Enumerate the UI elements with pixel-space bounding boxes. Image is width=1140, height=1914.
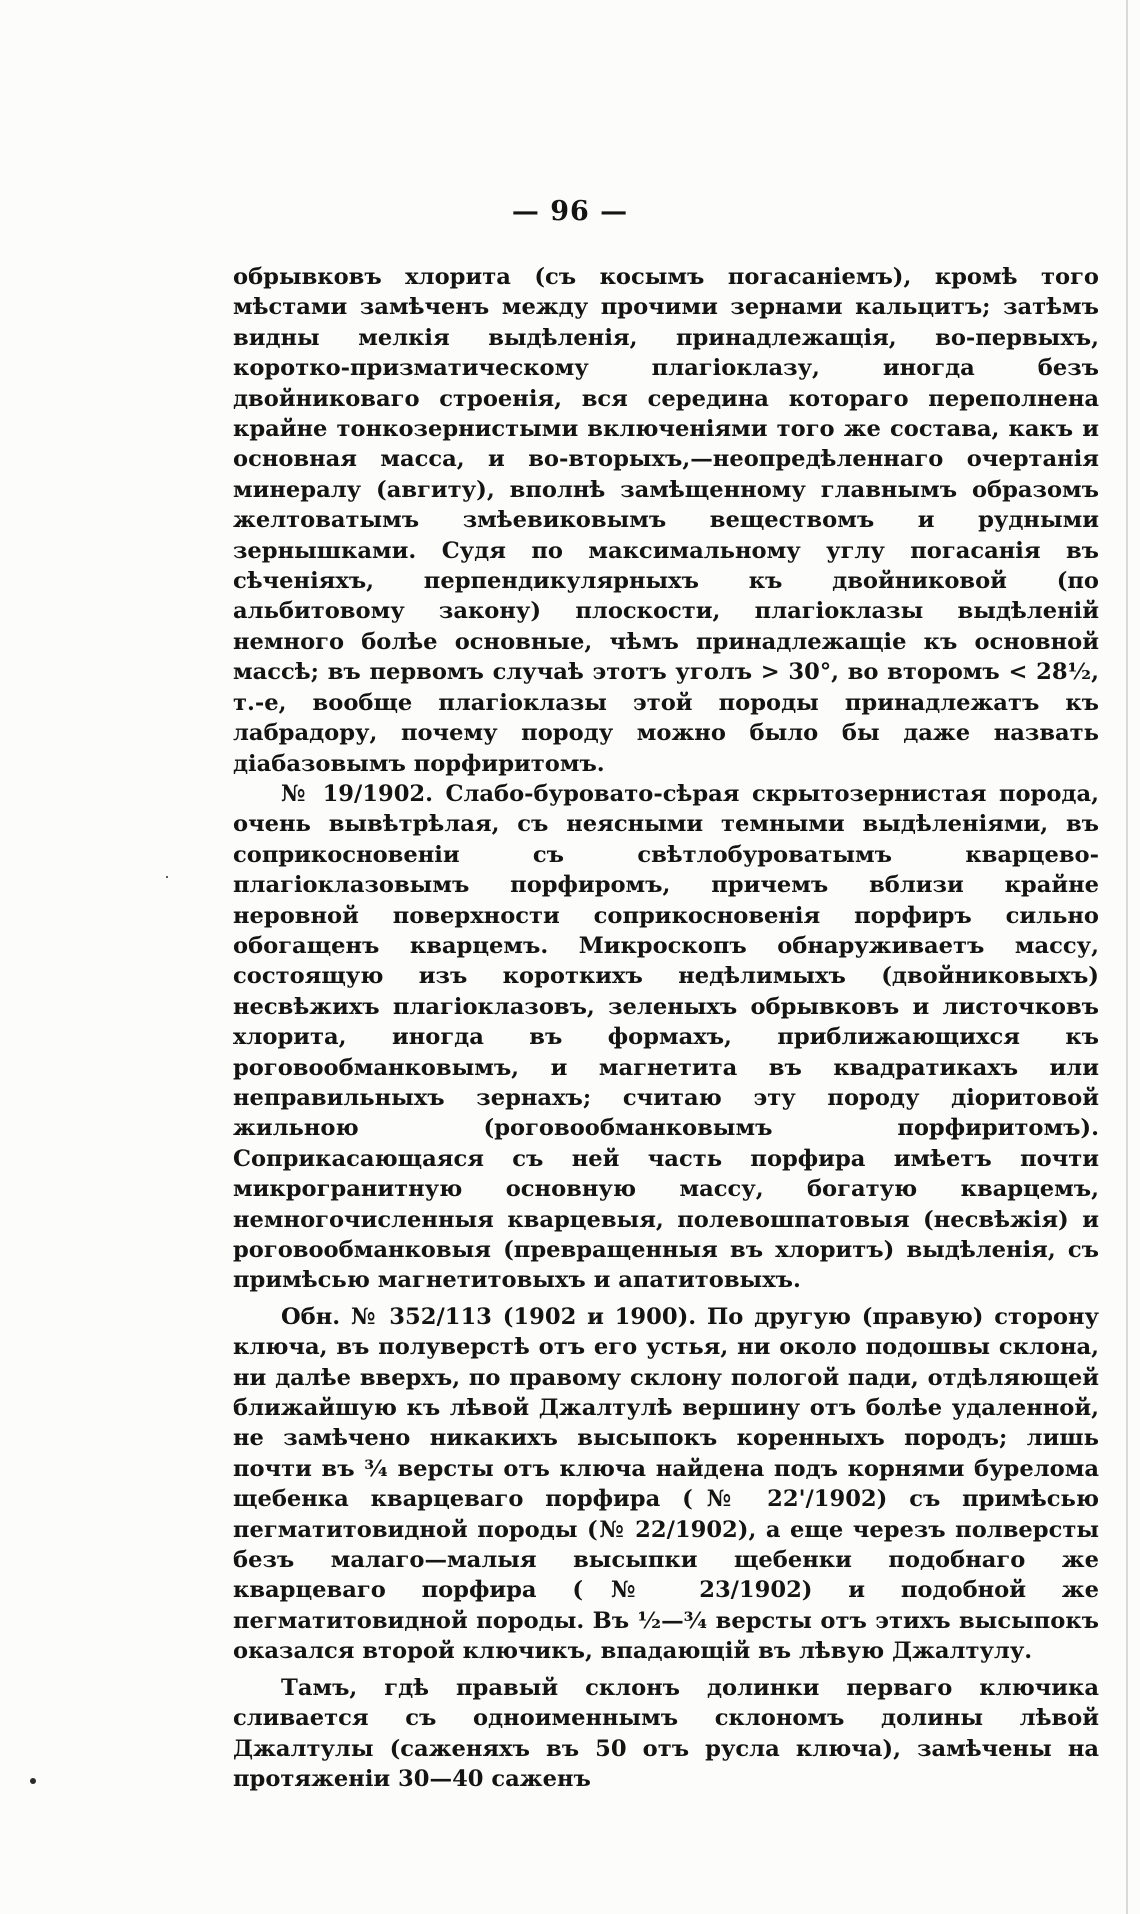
body-text	[233, 262, 1099, 1794]
scan-speck	[30, 1778, 36, 1784]
paragraph-sample-19-1902: № 19/1902. Слабо-буровато-сѣрая скрытозернистая порода, очень вывѣтрѣлая, съ неясными темными выдѣленіями, въ соприкосновеніи съ свѣтлобуроватымъ кварцево-плагіоклазовымъ порфиромъ, причемъ вблизи крайне неровной поверхности соприкосновенія порфиръ сильно обогащенъ кварцемъ. Микроскопъ обнаруживаетъ массу, состоящую изъ короткихъ недѣлимыхъ (двойниковыхъ) несвѣжихъ плагіоклазовъ, зеленыхъ обрывковъ и листочковъ хлорита, иногда въ формахъ, приближающихся къ роговообманковымъ, и магнетита въ квадратикахъ или неправильныхъ зернахъ; считаю эту породу діоритовой жильною (роговообманковымъ порфиритомъ). Соприкасающаяся съ ней часть порфира имѣетъ почти микрогранитную основную массу, богатую кварцемъ, немногочисленныя кварцевыя, полевошпатовыя (несвѣжія) и роговообманковыя (превращенныя въ хлоритъ) выдѣленія, съ примѣсью магнетитовыхъ и апатитовыхъ.	[233, 780, 1099, 1294]
paragraph-valley-slope: Тамъ, гдѣ правый склонъ долинки перваго ключика сливается съ одноименнымъ склономъ долины лѣвой Джалтулы (саженяхъ въ 50 отъ русла ключа), замѣчены на протяженіи 30—40 саженъ	[233, 1674, 1099, 1792]
paragraph-continued: обрывковъ хлорита (съ косымъ погасаніемъ), кромѣ того мѣстами замѣченъ между прочими зернами кальцитъ; затѣмъ видны мелкія выдѣленія, принадлежащія, во-первыхъ, коротко-призматическому плагіоклазу, иногда безъ двойниковаго строенія, вся середина котораго переполнена крайне тонкозернистыми включеніями того же состава, какъ и основная масса, и во-вторыхъ,—неопредѣленнаго очертанія минералу (авгиту), вполнѣ замѣщенному главнымъ образомъ желтоватымъ змѣевиковымъ веществомъ и рудными зернышками. Судя по максимальному углу погасанія въ сѣченіяхъ, перпендикулярныхъ къ двойниковой (по альбитовому закону) плоскости, плагіоклазы выдѣленій немного болѣе основные, чѣмъ принадлежащіе къ основной массѣ; въ первомъ случаѣ этотъ уголъ > 30°, во второмъ < 28½, т.-е, вообще плагіоклазы этой породы принадлежатъ къ лабрадору, почему породу можно было бы даже назвать діабазовымъ порфиритомъ.	[233, 264, 1099, 777]
page-number: — 96 —	[511, 196, 629, 227]
paragraph-outcrop-352-113: Обн. № 352/113 (1902 и 1900). По другую (правую) сторону ключа, въ полуверстѣ отъ его устья, ни около подошвы склона, ни далѣе вверхъ, по правому склону пологой пади, отдѣляющей ближайшую къ лѣвой Джалтулѣ вершину отъ болѣе удаленной, не замѣчено никакихъ высыпокъ коренныхъ породъ; лишь почти въ ¾ версты отъ ключа найдена подъ корнями бурелома щебенка кварцеваго порфира (№ 22'/1902) съ примѣсью пегматитовидной породы (№ 22/1902), а еще черезъ полверсты безъ малаго—малыя высыпки щебенки подобнаго же кварцеваго порфира (№ 23/1902) и подобной же пегматитовидной породы. Въ ½—¾ версты отъ этихъ высыпокъ оказался второй ключикъ, впадающій въ лѣвую Джалтулу.	[233, 1303, 1099, 1665]
scan-speck	[166, 876, 168, 878]
page-edge	[1126, 0, 1128, 1914]
